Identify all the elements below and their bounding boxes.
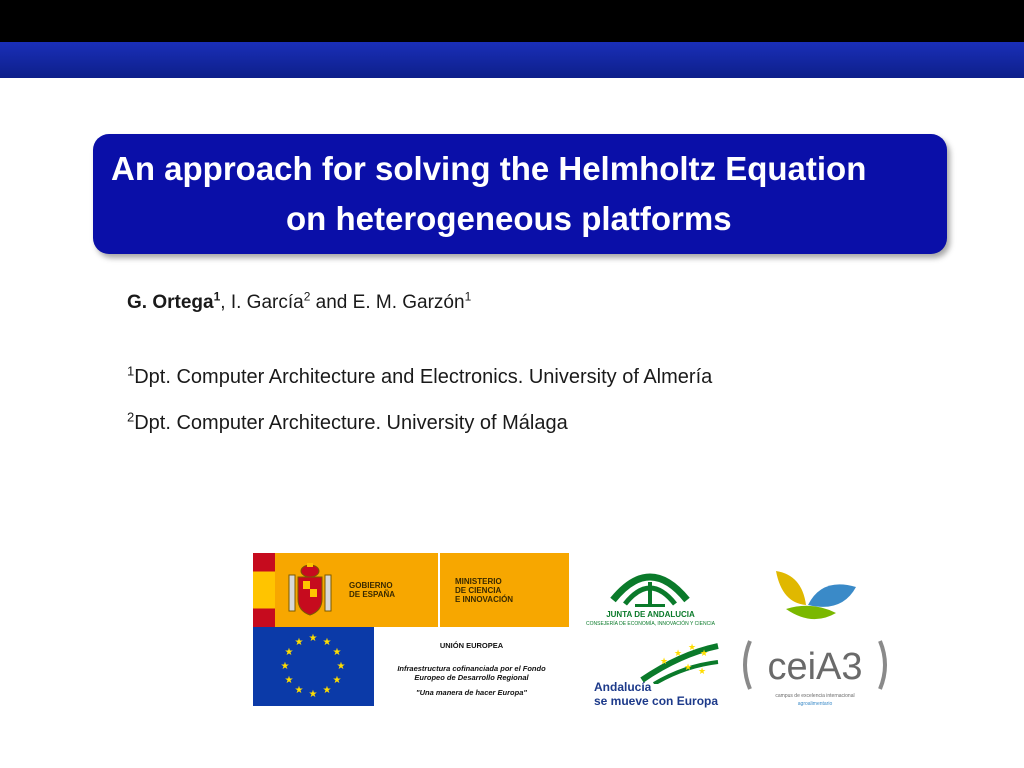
svg-text:★: ★ [280, 661, 290, 672]
stars-swoosh-icon [640, 640, 720, 684]
svg-text:★: ★ [698, 667, 707, 677]
svg-text:★: ★ [284, 647, 294, 658]
affiliation-1 [127, 363, 713, 389]
authors-line [127, 289, 472, 314]
junta-name: JUNTA DE ANDALUCIA [606, 610, 695, 619]
author-2-affil: 2 [303, 289, 311, 304]
author-sep-1: , [220, 292, 231, 313]
svg-text:★: ★ [308, 689, 318, 700]
svg-text:★: ★ [336, 661, 346, 672]
affiliation-1-text: Dpt. Computer Architecture and Electronics. University of Almería [134, 366, 713, 388]
svg-text:★: ★ [674, 649, 683, 659]
ceia3-subtitle-2: agroalimentario [797, 701, 833, 707]
affiliation-1-marker: 1 [127, 363, 135, 379]
gobierno-eu-logo [253, 553, 569, 706]
ceia3-subtitle-1: campus de excelencia internacional [775, 693, 855, 699]
svg-text:★: ★ [322, 637, 332, 648]
author-1-affil: 1 [213, 289, 221, 304]
junta-andalucia-logo [578, 560, 723, 630]
title-box [93, 134, 947, 254]
svg-text:★: ★ [684, 663, 693, 673]
andalucia-line-2: se mueve con Europa [594, 694, 719, 708]
andalucia-europa-logo [590, 640, 720, 712]
ceia3-logo [740, 565, 890, 715]
author-1: G. Ortega [127, 292, 214, 313]
coat-of-arms-icon [283, 561, 337, 619]
author-2: I. García [230, 292, 304, 313]
affiliation-2-marker: 2 [127, 409, 135, 425]
affiliation-2 [127, 409, 568, 435]
title-line-2: on heterogeneous platforms [286, 200, 732, 237]
eu-motto: "Una manera de hacer Europa" [416, 688, 527, 697]
leaves-icon [762, 565, 862, 627]
svg-text:★: ★ [660, 657, 669, 667]
gobierno-label: GOBIERNO DE ESPAÑA [349, 581, 396, 599]
eu-line-1: Infraestructura cofinanciada por el Fondo [397, 664, 546, 673]
svg-text:★: ★ [322, 685, 332, 696]
eu-flag-icon [253, 627, 374, 706]
top-black-bar [0, 0, 1024, 42]
author-3-affil: 1 [464, 289, 472, 304]
title-line-1: An approach for solving the Helmholtz Equation [111, 150, 867, 187]
svg-text:★: ★ [688, 643, 697, 653]
eu-title: UNIÓN EUROPEA [439, 641, 504, 650]
author-3: E. M. Garzón [352, 292, 465, 313]
ceia3-word: ceiA3 [767, 646, 863, 688]
svg-text:★: ★ [294, 637, 304, 648]
gobierno-divider [438, 553, 440, 627]
svg-text:★: ★ [308, 633, 318, 644]
andalucia-line-1: Andalucía [594, 680, 652, 694]
junta-arches-icon [605, 560, 695, 610]
ceia3-wordmark [740, 635, 890, 695]
svg-text:★: ★ [700, 649, 709, 659]
gobierno-banner [253, 553, 569, 627]
svg-text:★: ★ [284, 675, 294, 686]
junta-consejeria: CONSEJERÍA DE ECONOMÍA, INNOVACIÓN Y CIENCIA [586, 621, 715, 627]
svg-text:★: ★ [294, 685, 304, 696]
author-sep-2: and [310, 292, 353, 313]
ministerio-label: MINISTERIO DE CIENCIA E INNOVACIÓN [455, 577, 514, 604]
eu-line-2: Europeo de Desarrollo Regional [414, 673, 529, 682]
affiliation-2-text: Dpt. Computer Architecture. University of Málaga [134, 412, 568, 434]
spain-flag-icon [253, 553, 275, 627]
svg-text:★: ★ [332, 675, 342, 686]
top-blue-bar [0, 42, 1024, 78]
svg-text:★: ★ [332, 647, 342, 658]
eu-panel [374, 627, 569, 706]
